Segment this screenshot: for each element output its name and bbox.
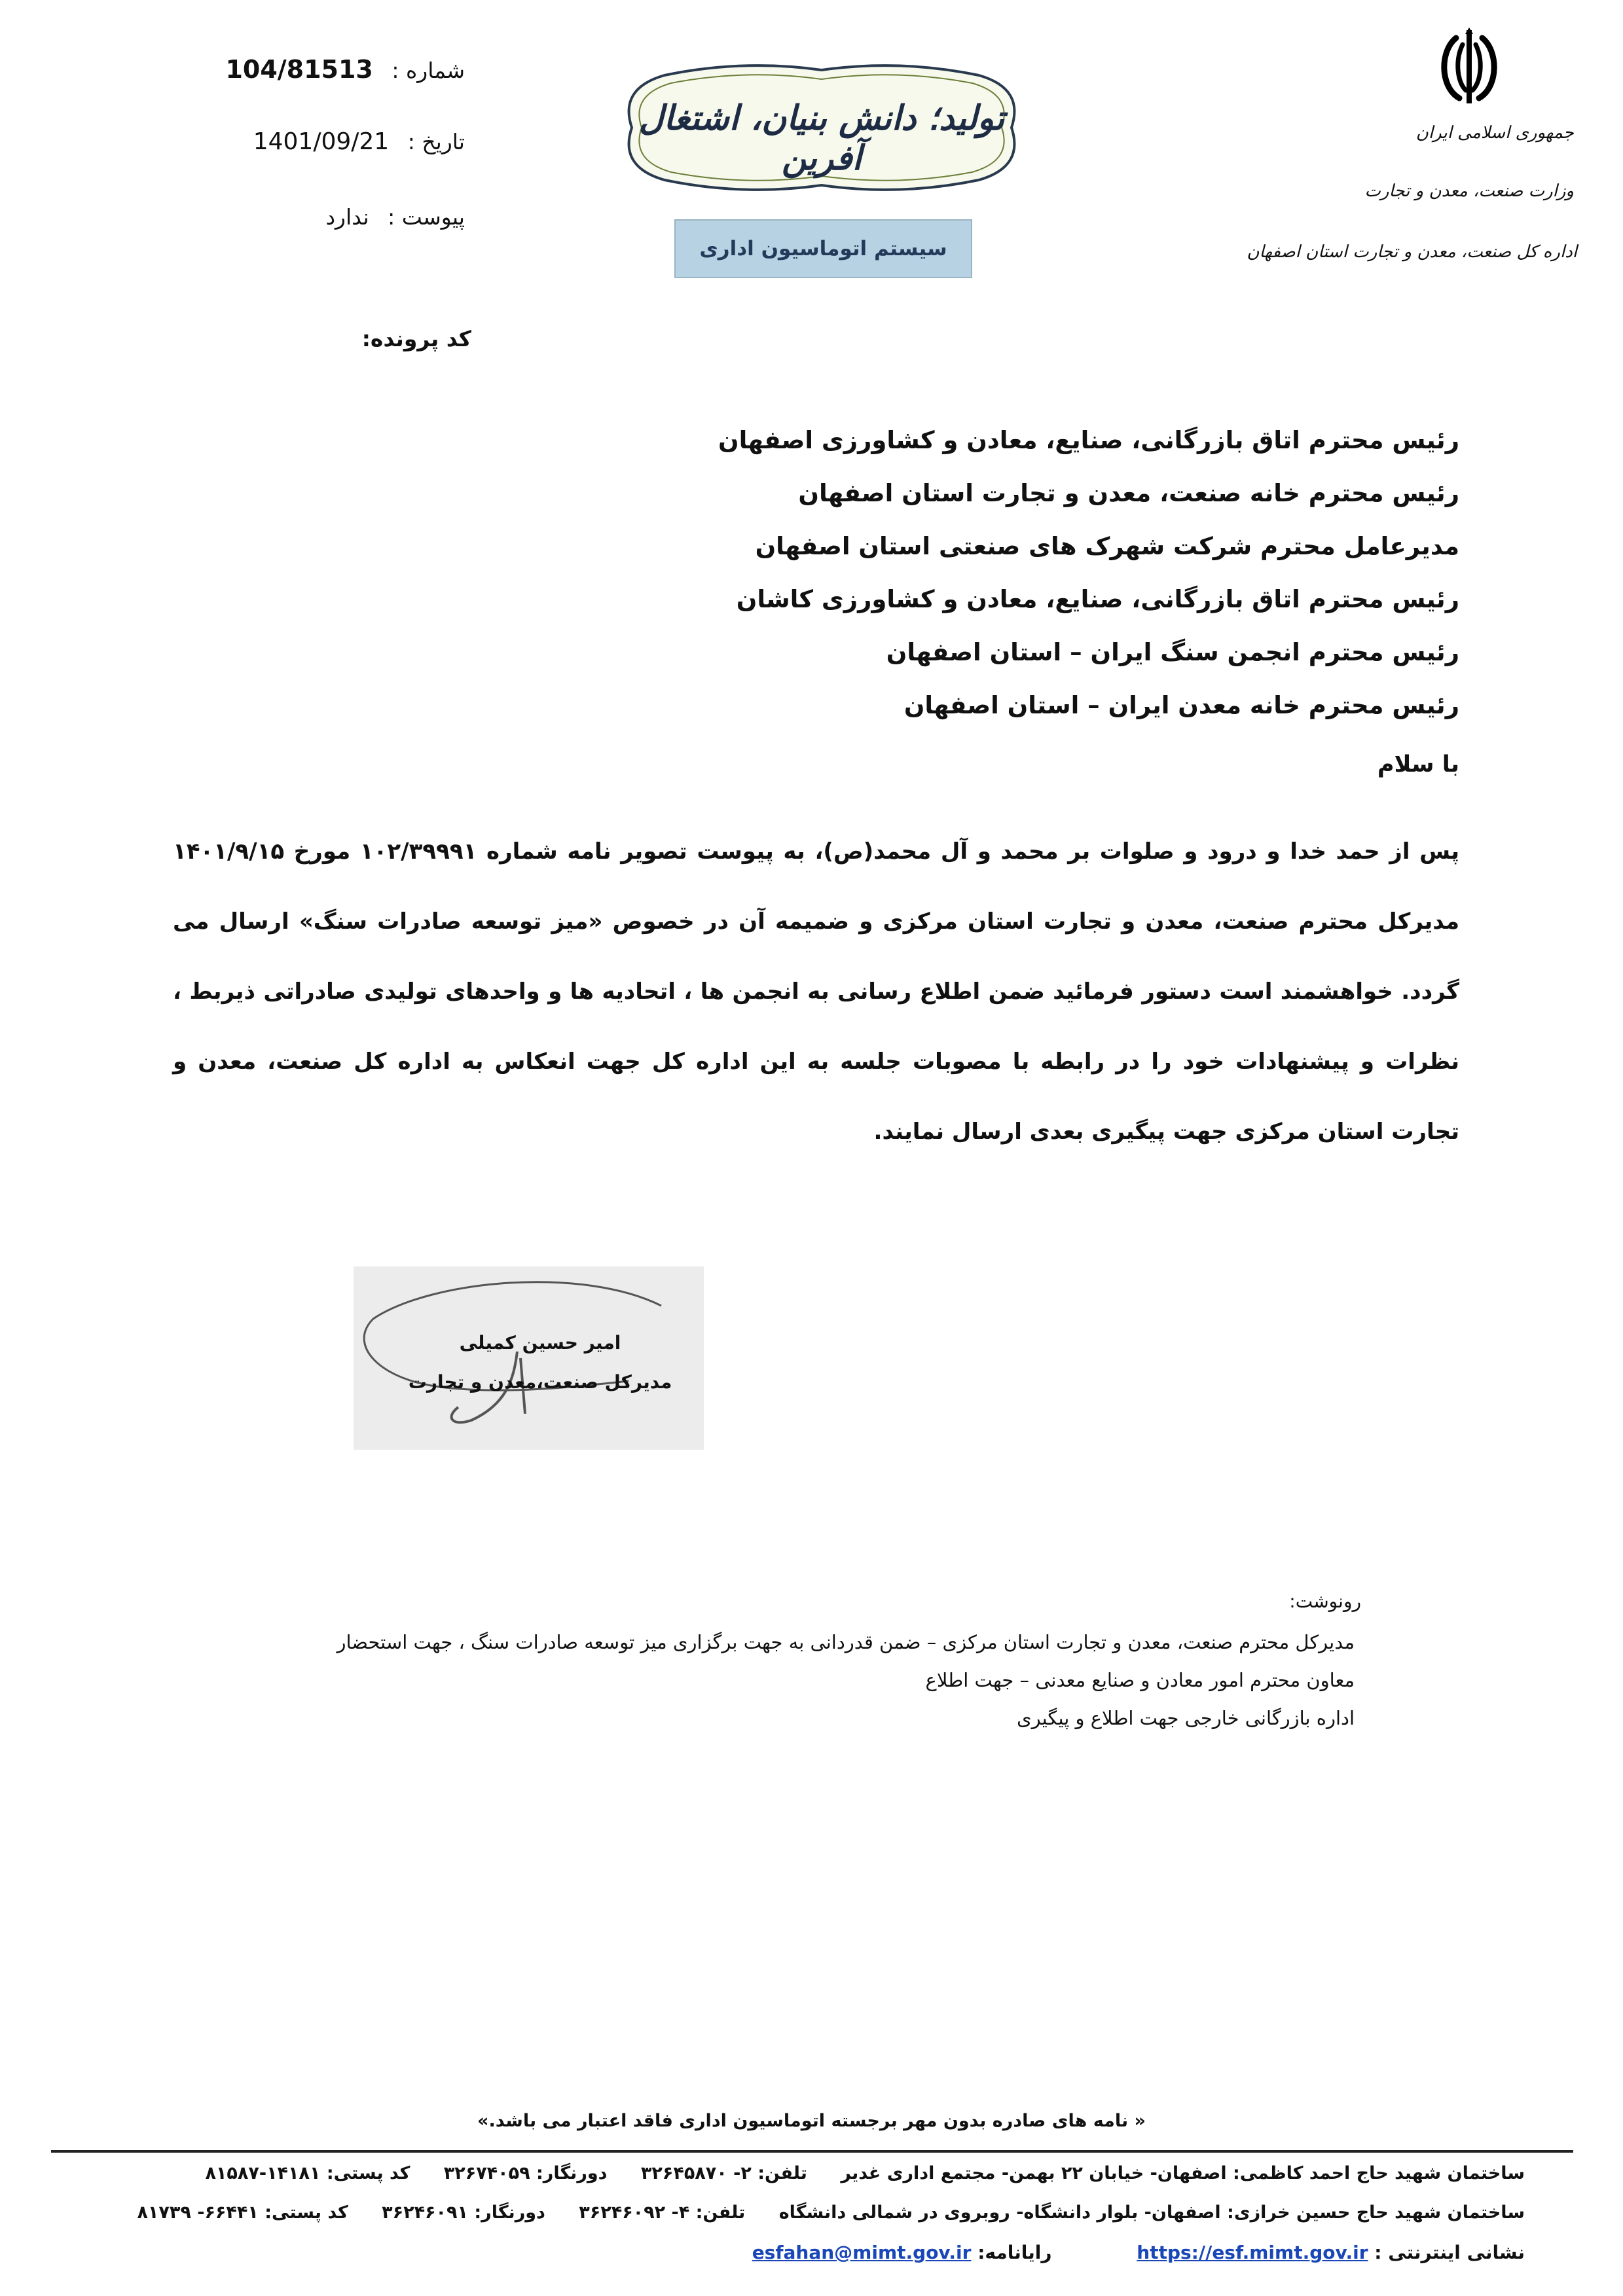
signer-name: امیر حسین کمیلی: [459, 1332, 621, 1354]
attachment-value: ندارد: [325, 204, 369, 230]
recipient-item: رئیس محترم انجمن سنگ ایران – استان اصفهان: [886, 638, 1459, 666]
cc-title: رونوشت:: [1289, 1590, 1361, 1612]
address-2-phone: تلفن: ۴- ۳۶۲۴۶۰۹۲: [579, 2202, 746, 2223]
website-link[interactable]: https://esf.mimt.gov.ir: [1137, 2242, 1368, 2263]
ministry-line-1: جمهوری اسلامی ایران: [1415, 123, 1574, 143]
web-label: نشانی اینترنتی :: [1374, 2242, 1525, 2263]
ministry-line-3: اداره کل صنعت، معدن و تجارت استان اصفهان: [1247, 242, 1577, 262]
letter-date: [164, 128, 465, 155]
file-code-label: کد پرونده:: [361, 326, 471, 351]
date-value: 1401/09/21: [253, 128, 390, 155]
address-1-postal: کد پستی: ۱۴۱۸۱-۸۱۵۸۷: [205, 2163, 410, 2183]
number-value: 104/81513: [225, 55, 373, 84]
address-line-1: [65, 2163, 1525, 2183]
validity-notice: « نامه های صادره بدون مهر برجسته اتوماسیون اداری فاقد اعتبار می باشد.»: [477, 2111, 1146, 2131]
cc-list: [242, 1623, 1355, 1737]
address-2-text: ساختمان شهید حاج حسین خرازی: اصفهان- بلوار دانشگاه- روبروی در شمالی دانشگاه: [778, 2202, 1525, 2223]
letter-number: [164, 55, 465, 84]
cc-item: مدیرکل محترم صنعت، معدن و تجارت استان مرکزی – ضمن قدردانی به جهت برگزاری میز توسعه صادرات سنگ ، جهت استحضار: [337, 1631, 1355, 1653]
email-label: رایانامه:: [977, 2242, 1052, 2263]
cc-item: معاون محترم امور معادن و صنایع معدنی – جهت اطلاع: [925, 1669, 1355, 1691]
iran-emblem-icon: [1430, 25, 1508, 117]
system-label: سیستم اتوماسیون اداری: [674, 219, 972, 278]
address-2-postal: کد پستی: ۶۶۴۴۱- ۸۱۷۳۹: [137, 2202, 348, 2223]
address-2-fax: دورنگار: ۳۶۲۴۶۰۹۱: [382, 2202, 545, 2223]
letter-body: پس از حمد خدا و درود و صلوات بر محمد و آل محمد(ص)، به پیوست تصویر نامه شماره ۱۰۲/۳۹۹۹۱ مورخ ۱۴۰۱/۹/۱۵ مدیرکل محترم صنعت، معدن و تجارت استان مرکزی و ضمیمه آن در خصوص «میز توسعه صادرات سنگ» ارسال می گردد. خواهشمند است دستور فرمائید ضمن اطلاع رسانی به انجمن ها ، اتحادیه ها و واحدهای تولیدی صادراتی ذیربط ، نظرات و پیشنهادات خود را در رابطه با مصوبات جلسه به این اداره کل جهت انعکاس به اداره کل صنعت، معدن و تجارت استان مرکزی جهت پیگیری بعدی ارسال نمایند.: [173, 838, 1459, 1145]
address-1-fax: دورنگار: ۳۲۶۷۴۰۵۹: [443, 2163, 608, 2183]
address-line-2: [65, 2202, 1525, 2223]
cc-item: اداره بازرگانی خارجی جهت اطلاع و پیگیری: [1016, 1707, 1355, 1729]
recipient-item: رئیس محترم اتاق بازرگانی، صنایع، معادن و کشاورزی کاشان: [736, 585, 1459, 613]
handwritten-signature-icon: [354, 1266, 704, 1450]
recipient-item: رئیس محترم خانه صنعت، معدن و تجارت استان اصفهان: [798, 479, 1459, 507]
letter-attachment: [164, 204, 465, 230]
attachment-label: پیوست :: [388, 204, 465, 230]
contact-line: [65, 2242, 1525, 2263]
recipients-list: [215, 414, 1459, 732]
footer-divider: [51, 2150, 1573, 2153]
greeting: با سلام: [1377, 751, 1459, 778]
address-1-phone: تلفن: ۲- ۳۲۶۴۵۸۷۰: [640, 2163, 807, 2183]
recipient-item: رئیس محترم اتاق بازرگانی، صنایع، معادن و کشاورزی اصفهان: [718, 426, 1459, 454]
date-label: تاریخ :: [407, 129, 465, 154]
number-label: شماره :: [392, 58, 465, 83]
slogan-text: تولید؛ دانش بنیان، اشتغال آفرین: [638, 98, 1005, 178]
recipient-item: مدیرعامل محترم شرکت شهرک های صنعتی استان اصفهان: [755, 532, 1459, 560]
ministry-line-2: وزارت صنعت، معدن و تجارت: [1364, 181, 1574, 201]
recipient-item: رئیس محترم خانه معدن ایران – استان اصفهان: [903, 691, 1459, 719]
address-1-text: ساختمان شهید حاج احمد کاظمی: اصفهان- خیابان ۲۲ بهمن- مجتمع اداری غدیر: [841, 2163, 1525, 2183]
signer-title: مدیرکل صنعت،معدن و تجارت: [408, 1371, 672, 1393]
email-link[interactable]: esfahan@mimt.gov.ir: [752, 2242, 972, 2263]
